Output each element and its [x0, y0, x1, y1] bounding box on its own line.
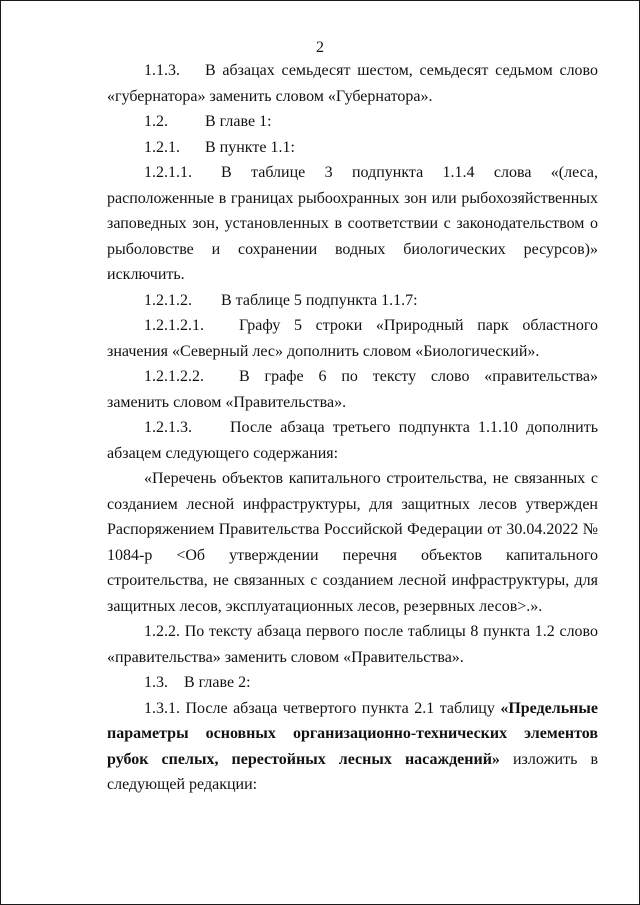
clause-number: 1.2.1.1. — [144, 164, 192, 181]
clause-text: В графе 6 по тексту слово «правительства» заменить словом «Правительства». — [107, 368, 598, 411]
clause-number: 1.3. — [144, 674, 168, 691]
clause-text-before: 1.3.1. После абзаца четвертого пункта 2.1 таблицу — [144, 699, 501, 717]
paragraph-1-2-1-2-2 — [107, 364, 598, 415]
paragraph-1-2-2: 1.2.2. По тексту абзаца первого после таблицы 8 пункта 1.2 слово «правительства» заменить словом «Правительства». — [107, 623, 598, 666]
clause-text: В абзацах семьдесят шестом, семьдесят седьмом слово «губернатора» заменить словом «Губернатора». — [107, 62, 598, 105]
paragraph-1-2-1-2-1 — [107, 313, 598, 364]
clause-text: В пункте 1.1: — [205, 138, 295, 156]
clause-text: После абзаца третьего подпункта 1.1.10 дополнить абзацем следующего содержания: — [107, 419, 598, 462]
clause-text-after: изложить в следующей редакции: — [107, 750, 598, 793]
document-body — [107, 58, 598, 798]
clause-text: Графу 5 строки «Природный парк областного значения «Северный лес» дополнить словом «Биологический». — [107, 317, 598, 360]
clause-number: 1.2. — [144, 113, 168, 130]
paragraph-1-2-1 — [107, 135, 598, 161]
clause-text: В главе 1: — [205, 113, 272, 130]
clause-number: 1.2.1. — [144, 138, 180, 156]
clause-text: В таблице 5 подпункта 1.1.7: — [221, 291, 418, 309]
clause-text: В таблице 3 подпункта 1.1.4 слова «(леса, расположенные в границах рыбоохранных зон или рыбохозяйственных заповедных зон, установленных в соответствии с законодательством о рыболовстве и сохранении водных биологических ресурсов)» исключить. — [107, 164, 598, 283]
paragraph-1-3 — [107, 670, 598, 696]
paragraph-1-1-3 — [107, 58, 598, 109]
paragraph-1-2-1-1 — [107, 160, 598, 288]
clause-number: 1.2.1.2.2. — [144, 368, 204, 385]
paragraph-1-3-1 — [107, 696, 598, 798]
table-title-bold: «Предельные параметры основных организационно-технических элементов рубок спелых, перестойных лесных насаждений» — [107, 699, 598, 768]
clause-text: В главе 2: — [184, 674, 251, 691]
clause-number: 1.2.1.2.1. — [144, 317, 204, 334]
paragraph-1-2-1-3 — [107, 415, 598, 466]
page-number: 2 — [316, 39, 324, 56]
clause-number: 1.2.1.3. — [144, 419, 192, 436]
paragraph-1-2 — [107, 109, 598, 135]
clause-number: 1.2.1.2. — [144, 291, 192, 309]
clause-number: 1.1.3. — [144, 62, 180, 79]
inserted-paragraph-quote: «Перечень объектов капитального строительства, не связанных с созданием лесной инфраструктуры, для защитных лесов утвержден Распоряжением Правительства Российской Федерации от 30.04.2022 № 1084-р <Об утверждении перечня объектов капитального строительства, не связанных с созданием лесной инфраструктуры, для защитных лесов, эксплуатационных лесов, резервных лесов>.». — [107, 470, 598, 615]
paragraph-1-2-1-2 — [107, 288, 598, 314]
